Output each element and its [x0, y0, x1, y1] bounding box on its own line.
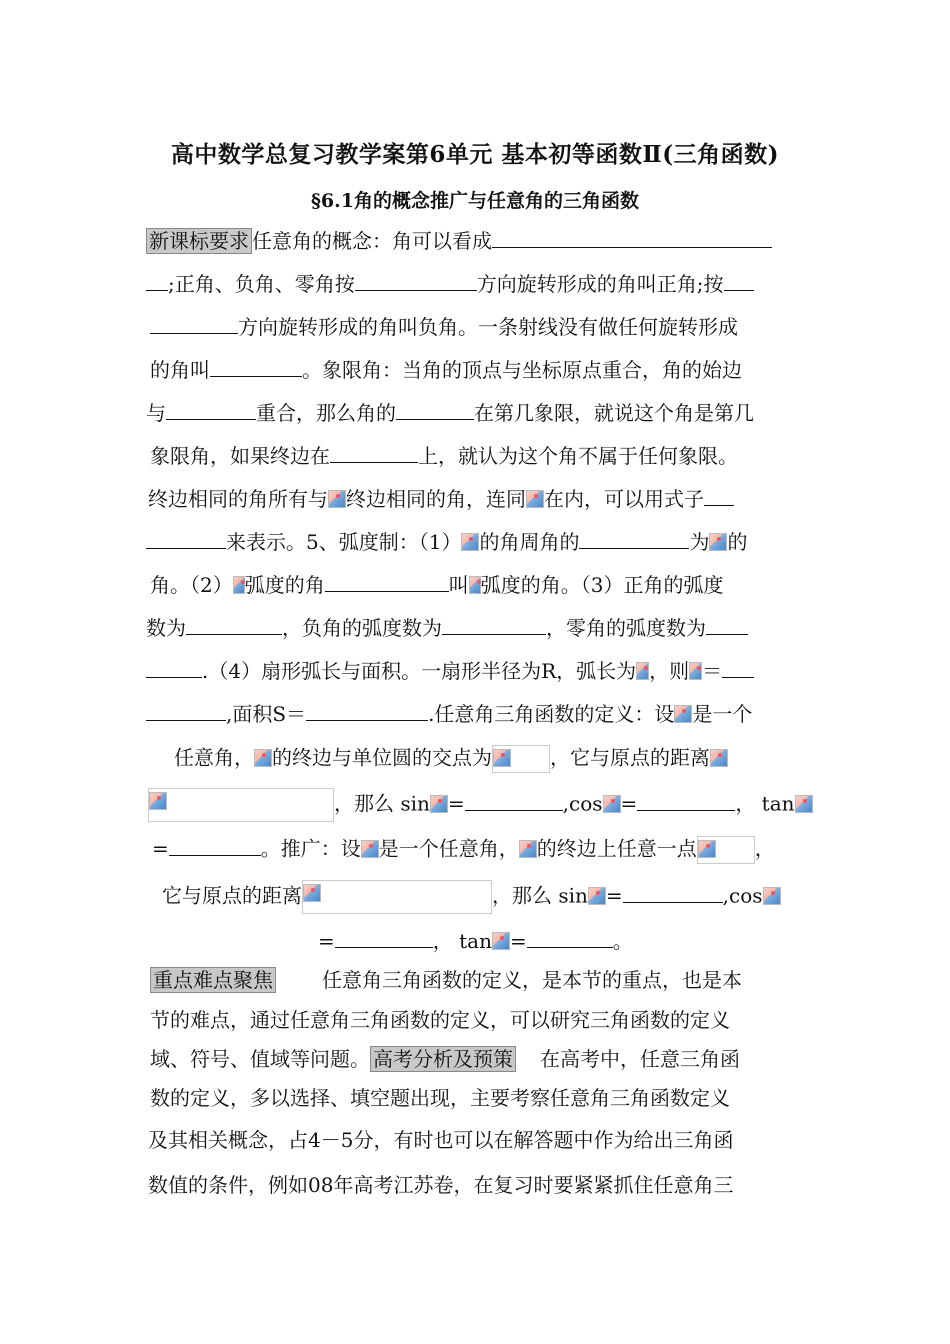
fill-blank: [146, 702, 226, 721]
formula-image-icon: [254, 749, 272, 767]
text-line-3: 方向旋转形成的角叫负角。一条射线没有做任何旋转形成: [150, 315, 738, 339]
formula-image-icon: [328, 490, 346, 508]
text-line-16: 它与原点的距离 ，那么 sin = ,cos: [162, 880, 781, 914]
fill-blank: [579, 530, 689, 549]
fill-blank: [150, 315, 238, 334]
formula-image-icon: [689, 662, 702, 680]
text-line-5: 与 重合，那么角的 在第几象限，就说这个角是第几: [146, 401, 754, 425]
fill-blank: [623, 884, 723, 903]
text-line-14: ，那么 sin = ,cos = ， tan: [148, 788, 813, 822]
formula-box: [148, 788, 334, 822]
fill-blank: [330, 444, 418, 463]
text-line-17: = ， tan = 。: [318, 929, 633, 953]
fill-blank: [186, 616, 282, 635]
text-line-9: 角。（2） 弧度的角 叫 弧度的角。（3）正角的弧度: [150, 573, 724, 597]
formula-image-icon: [469, 576, 481, 594]
formula-image-icon: [149, 792, 167, 810]
formula-image-icon: [674, 705, 692, 723]
text-line-20: 域、符号、值域等问题。 高考分析及预策 在高考中，任意三角函: [150, 1047, 740, 1071]
section-title: §6.1角的概念推广与任意角的三角函数: [311, 190, 639, 212]
tag-key-points: 重点难点聚焦: [150, 967, 276, 993]
formula-image-icon: [461, 533, 479, 551]
fill-blank: [704, 487, 734, 506]
fill-blank: [442, 616, 546, 635]
formula-image-icon: [698, 840, 716, 858]
formula-image-icon: [493, 749, 511, 767]
text-line-10: 数为 ，负角的弧度数为 ，零角的弧度数为: [146, 616, 748, 640]
fill-blank: [722, 659, 754, 678]
fill-blank: [706, 616, 748, 635]
formula-image-icon: [763, 887, 781, 905]
fill-blank: [492, 229, 772, 248]
formula-box: [302, 880, 492, 914]
formula-image-icon: [430, 795, 448, 813]
formula-box: [492, 745, 550, 773]
text-line-15: = 。推广：设 是一个任意角， 的终边上任意一点 ，: [152, 836, 775, 864]
fill-blank: [335, 929, 433, 948]
text-line-21: 数的定义，多以选择、填空题出现，主要考察任意角三角函数定义: [150, 1086, 730, 1110]
text-line-12: ,面积S＝ .任意角三角函数的定义：设 是一个: [146, 702, 752, 726]
formula-image-icon: [233, 576, 245, 594]
text-line-6: 象限角，如果终边在 上，就认为这个角不属于任何象限。: [150, 444, 738, 468]
fill-blank: [146, 272, 168, 291]
formula-image-icon: [636, 662, 649, 680]
fill-blank: [724, 272, 754, 291]
text-line-18: 重点难点聚焦 任意角三角函数的定义，是本节的重点，也是本: [150, 968, 742, 992]
fill-blank: [527, 929, 613, 948]
formula-image-icon: [492, 932, 510, 950]
text-line-11: .（4）扇形弧长与面积。一扇形半径为R，弧长为 ，则 ＝: [146, 659, 754, 683]
fill-blank: [465, 792, 563, 811]
formula-image-icon: [588, 887, 606, 905]
formula-image-icon: [709, 533, 727, 551]
fill-blank: [146, 659, 202, 678]
formula-image-icon: [519, 840, 537, 858]
text-line-22: 及其相关概念，占4－5分，有时也可以在解答题中作为给出三角函: [148, 1128, 734, 1152]
fill-blank: [306, 702, 428, 721]
formula-image-icon: [526, 490, 544, 508]
text-line-8: 来表示。5、弧度制：（1） 的角周角的 为 的: [146, 530, 747, 554]
formula-image-icon: [361, 840, 379, 858]
tag-new-standard: 新课标要求: [146, 228, 252, 254]
fill-blank: [146, 530, 226, 549]
text-line-19: 节的难点，通过任意角三角函数的定义，可以研究三角函数的定义: [150, 1008, 730, 1032]
fill-blank: [396, 401, 474, 420]
fill-blank: [355, 272, 477, 291]
formula-image-icon: [303, 884, 321, 902]
tag-exam-analysis: 高考分析及预策: [370, 1046, 516, 1072]
formula-box: [697, 836, 755, 864]
fill-blank: [169, 837, 261, 856]
fill-blank: [166, 401, 256, 420]
text-line-2: ;正角、负角、零角按 方向旋转形成的角叫正角;按: [146, 272, 754, 296]
text-line-23: 数值的条件，例如08年高考江苏卷，在复习时要紧紧抓住任意角三: [148, 1173, 734, 1197]
formula-image-icon: [603, 795, 621, 813]
fill-blank: [325, 573, 449, 592]
text-line-13: 任意角， 的终边与单位圆的交点为 ，它与原点的距离: [174, 745, 728, 773]
formula-image-icon: [795, 795, 813, 813]
fill-blank: [210, 358, 302, 377]
text-line-4: 的角叫 。象限角：当角的顶点与坐标原点重合，角的始边: [150, 358, 742, 382]
formula-image-icon: [710, 749, 728, 767]
document-title: 高中数学总复习教学案第6单元 基本初等函数Ⅱ(三角函数): [170, 141, 780, 168]
fill-blank: [637, 792, 735, 811]
text-line-7: 终边相同的角所有与 终边相同的角，连同 在内，可以用式子: [148, 487, 734, 511]
text-line-1: 新课标要求 任意角的概念：角可以看成: [146, 229, 772, 253]
